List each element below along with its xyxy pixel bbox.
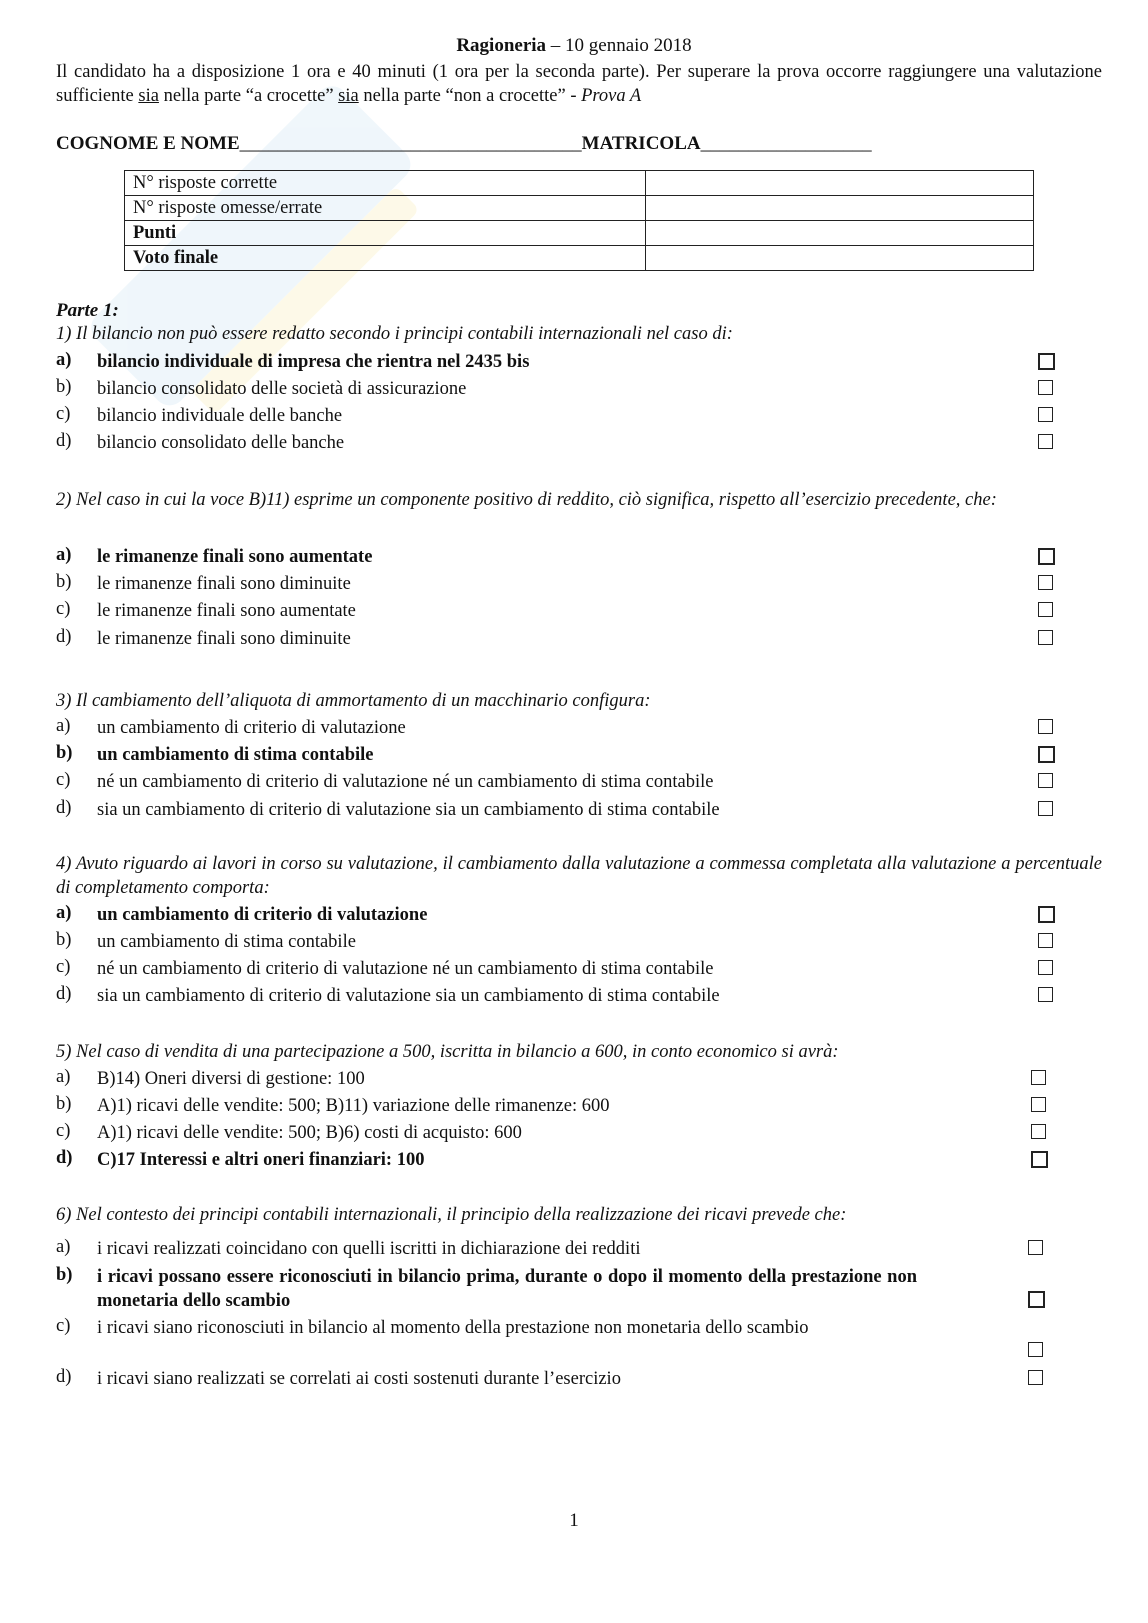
answer-checkbox[interactable] <box>1038 353 1055 370</box>
answer-checkbox[interactable] <box>1038 575 1053 590</box>
option-letter: c) <box>56 404 71 424</box>
part-title: Parte 1: <box>56 300 119 321</box>
score-value[interactable] <box>646 196 1034 221</box>
answer-checkbox[interactable] <box>1028 1370 1043 1385</box>
question-5: 5) Nel caso di vendita di una partecipazione a 500, iscritta in bilancio a 600, in conto economico si avrà: <box>56 1042 839 1062</box>
option-text: un cambiamento di criterio di valutazione <box>97 905 428 925</box>
instructions-text-3: nella parte “non a crocette” - <box>358 86 582 106</box>
answer-checkbox[interactable] <box>1038 630 1053 645</box>
answer-checkbox[interactable] <box>1038 719 1053 734</box>
score-value[interactable] <box>646 171 1034 196</box>
option-1d <box>56 431 1102 457</box>
matricola-field[interactable]: __________________ <box>700 133 872 154</box>
instructions <box>56 60 1102 108</box>
option-text: le rimanenze finali sono aumentate <box>97 601 356 621</box>
answer-checkbox[interactable] <box>1031 1151 1048 1168</box>
answer-checkbox[interactable] <box>1038 773 1053 788</box>
score-label: N° risposte corrette <box>125 171 646 196</box>
answer-checkbox[interactable] <box>1038 434 1053 449</box>
option-text: le rimanenze finali sono diminuite <box>97 629 351 649</box>
option-text: le rimanenze finali sono diminuite <box>97 574 351 594</box>
name-label: COGNOME E NOME <box>56 133 240 154</box>
answer-checkbox[interactable] <box>1038 960 1053 975</box>
option-letter: c) <box>56 1316 71 1336</box>
option-letter: d) <box>56 984 72 1004</box>
option-text: i ricavi possano essere riconosciuti in bilancio prima, durante o dopo il momento della prestazione non monetaria dello scambio <box>97 1267 917 1311</box>
answer-checkbox[interactable] <box>1038 602 1053 617</box>
question-1: 1) Il bilancio non può essere redatto secondo i principi contabili internazionali nel caso di: <box>56 324 733 344</box>
option-letter: c) <box>56 1121 71 1141</box>
table-row <box>125 196 1034 221</box>
option-letter: b) <box>56 377 72 397</box>
option-text: A)1) ricavi delle vendite: 500; B)11) variazione delle rimanenze: 600 <box>97 1096 610 1116</box>
score-value[interactable] <box>646 221 1034 246</box>
option-text: sia un cambiamento di criterio di valutazione sia un cambiamento di stima contabile <box>97 986 720 1006</box>
option-text: un cambiamento di stima contabile <box>97 932 356 952</box>
option-text: bilancio consolidato delle società di assicurazione <box>97 379 467 399</box>
option-letter: a) <box>56 1237 71 1257</box>
option-text: un cambiamento di criterio di valutazione <box>97 718 406 738</box>
option-2d <box>56 627 1102 653</box>
option-letter: d) <box>56 1148 73 1168</box>
option-4a <box>56 903 1102 929</box>
option-text: le rimanenze finali sono aumentate <box>97 547 373 567</box>
option-3d <box>56 798 1102 824</box>
option-1c <box>56 404 1102 430</box>
option-4b <box>56 930 1102 956</box>
subject-name: Ragioneria <box>456 35 547 56</box>
instructions-sia-2: sia <box>338 86 359 106</box>
option-letter: b) <box>56 1265 73 1285</box>
name-matricola-line <box>56 133 1046 155</box>
option-3a <box>56 716 1102 742</box>
option-5d <box>56 1148 1102 1174</box>
matricola-label: MATRICOLA <box>581 133 701 154</box>
instructions-sia-1: sia <box>138 86 159 106</box>
answer-checkbox[interactable] <box>1031 1097 1046 1112</box>
option-letter: b) <box>56 1094 72 1114</box>
table-row <box>125 171 1034 196</box>
option-5a <box>56 1067 1102 1093</box>
answer-checkbox[interactable] <box>1028 1291 1045 1308</box>
answer-checkbox[interactable] <box>1038 987 1053 1002</box>
answer-checkbox[interactable] <box>1031 1124 1046 1139</box>
score-label: Punti <box>125 221 646 246</box>
answer-checkbox[interactable] <box>1038 548 1055 565</box>
option-letter: a) <box>56 545 72 565</box>
option-text: B)14) Oneri diversi di gestione: 100 <box>97 1069 365 1089</box>
option-1b <box>56 377 1102 403</box>
option-3b <box>56 743 1102 769</box>
option-letter: a) <box>56 716 71 736</box>
option-letter: a) <box>56 1067 71 1087</box>
option-4c <box>56 957 1102 983</box>
question-2: 2) Nel caso in cui la voce B)11) esprime un componente positivo di reddito, ciò significa, rispetto all’esercizio precedente, che: <box>56 490 997 510</box>
score-label: Voto finale <box>125 246 646 271</box>
exam-date: – 10 gennaio 2018 <box>546 35 692 56</box>
option-letter: d) <box>56 431 72 451</box>
option-2b <box>56 572 1102 598</box>
option-text: i ricavi siano riconosciuti in bilancio al momento della prestazione non monetaria dello scambio <box>97 1318 809 1338</box>
option-letter: c) <box>56 599 71 619</box>
option-text: i ricavi siano realizzati se correlati ai costi sostenuti durante l’esercizio <box>97 1369 621 1389</box>
option-letter: d) <box>56 1367 72 1387</box>
answer-checkbox[interactable] <box>1038 801 1053 816</box>
exam-title <box>0 35 1148 57</box>
option-text: A)1) ricavi delle vendite: 500; B)6) costi di acquisto: 600 <box>97 1123 522 1143</box>
option-letter: b) <box>56 743 73 763</box>
option-3c <box>56 770 1102 796</box>
score-table <box>124 170 1034 271</box>
option-2c <box>56 599 1102 625</box>
option-text: né un cambiamento di criterio di valutazione né un cambiamento di stima contabile <box>97 772 714 792</box>
prova-label: Prova A <box>581 86 642 106</box>
option-text: C)17 Interessi e altri oneri finanziari: 100 <box>97 1150 425 1170</box>
answer-checkbox[interactable] <box>1038 933 1053 948</box>
option-text: i ricavi realizzati coincidano con quelli iscritti in dichiarazione dei redditi <box>97 1239 641 1259</box>
option-letter: b) <box>56 930 72 950</box>
option-text: un cambiamento di stima contabile <box>97 745 374 765</box>
name-field[interactable]: ____________________________________ <box>239 133 582 154</box>
option-6a <box>56 1237 1102 1263</box>
answer-checkbox[interactable] <box>1028 1342 1043 1357</box>
option-letter: b) <box>56 572 72 592</box>
option-letter: d) <box>56 798 72 818</box>
option-text: bilancio consolidato delle banche <box>97 433 345 453</box>
option-letter: d) <box>56 627 72 647</box>
score-label: N° risposte omesse/errate <box>125 196 646 221</box>
option-letter: c) <box>56 770 71 790</box>
option-text: sia un cambiamento di criterio di valutazione sia un cambiamento di stima contabile <box>97 800 720 820</box>
answer-checkbox[interactable] <box>1028 1240 1043 1255</box>
option-4d <box>56 984 1102 1010</box>
answer-checkbox[interactable] <box>1038 407 1053 422</box>
table-row <box>125 246 1034 271</box>
option-6d <box>56 1367 1102 1393</box>
answer-checkbox[interactable] <box>1038 746 1055 763</box>
option-5c <box>56 1121 1102 1147</box>
option-text: bilancio individuale delle banche <box>97 406 343 426</box>
question-3: 3) Il cambiamento dell’aliquota di ammortamento di un macchinario configura: <box>56 691 651 711</box>
answer-checkbox[interactable] <box>1038 906 1055 923</box>
option-6c <box>56 1316 1102 1366</box>
page-number: 1 <box>569 1510 579 1531</box>
instructions-text-1: Il candidato ha a disposizione 1 ora e 40 minuti (1 ora per la seconda parte). Per superare la prova occorre raggiungere una valutazione sufficiente <box>56 62 1102 106</box>
option-letter: a) <box>56 350 72 370</box>
score-value[interactable] <box>646 246 1034 271</box>
option-1a <box>56 350 1102 376</box>
option-letter: a) <box>56 903 72 923</box>
answer-checkbox[interactable] <box>1038 380 1053 395</box>
option-2a <box>56 545 1102 571</box>
option-5b <box>56 1094 1102 1120</box>
table-row <box>125 221 1034 246</box>
option-text: bilancio individuale di impresa che rientra nel 2435 bis <box>97 352 530 372</box>
question-6: 6) Nel contesto dei principi contabili internazionali, il principio della realizzazione dei ricavi prevede che: <box>56 1205 847 1225</box>
option-letter: c) <box>56 957 71 977</box>
instructions-text-2: nella parte “a crocette” <box>158 86 339 106</box>
question-4: 4) Avuto riguardo ai lavori in corso su valutazione, il cambiamento dalla valutazione a commessa completata alla valutazione a percentuale di completamento comporta: <box>56 854 1102 898</box>
option-6b <box>56 1265 1102 1315</box>
option-text: né un cambiamento di criterio di valutazione né un cambiamento di stima contabile <box>97 959 714 979</box>
answer-checkbox[interactable] <box>1031 1070 1046 1085</box>
